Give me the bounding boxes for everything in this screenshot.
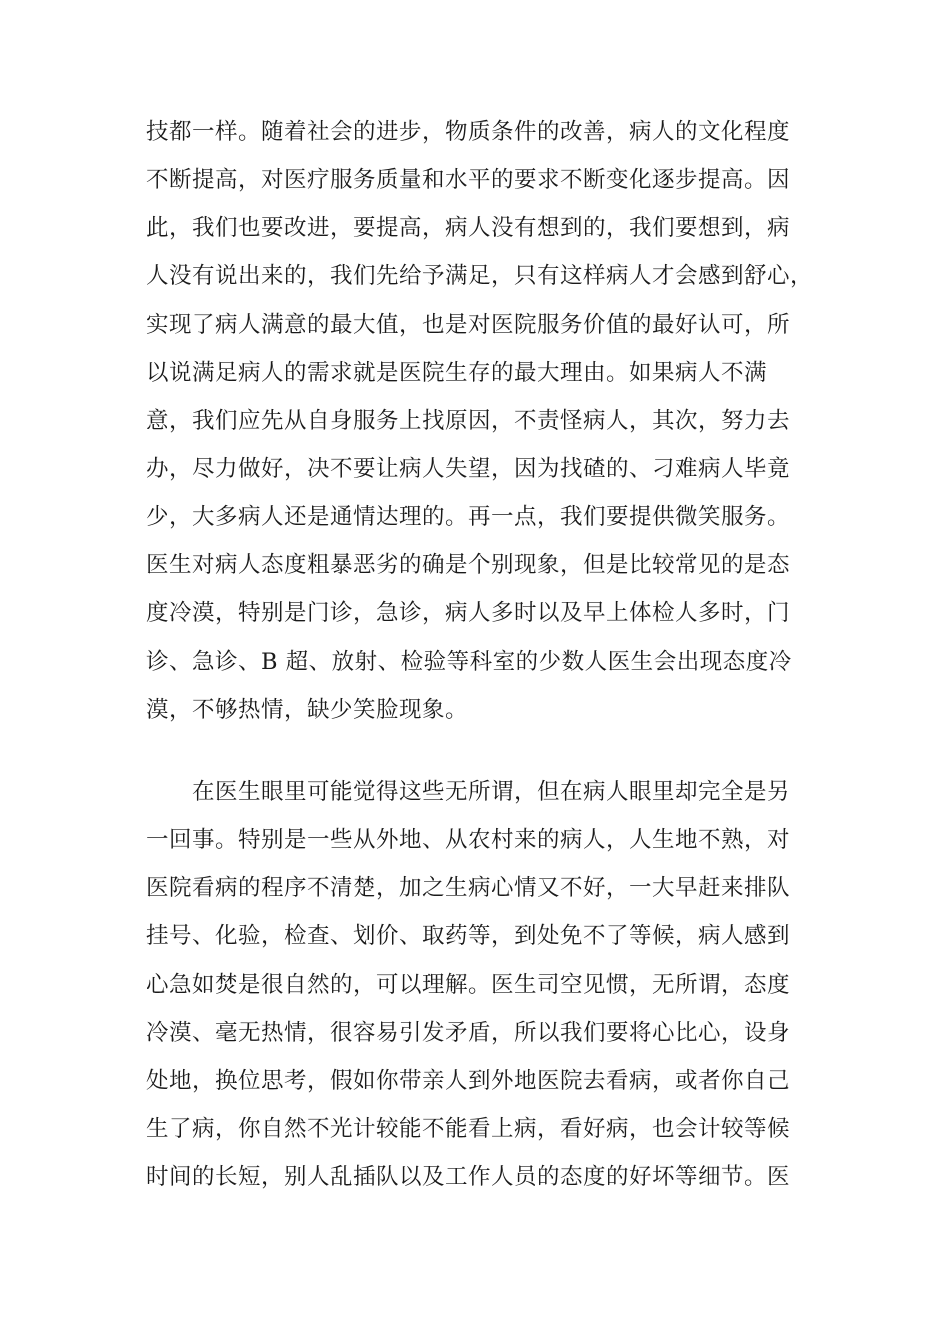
text-line: 人没有说出来的，我们先给予满足，只有这样病人才会感到舒心， (146, 263, 814, 289)
text-line: 实现了病人满意的最大值，也是对医院服务价值的最好认可，所 (146, 312, 791, 338)
text-line: 冷漠、毫无热情，很容易引发矛盾，所以我们要将心比心，设身 (146, 1020, 791, 1046)
text-line: 少，大多病人还是通情达理的。再一点，我们要提供微笑服务。 (146, 504, 791, 530)
text-line: 医院看病的程序不清楚，加之生病心情又不好，一大早赶来排队 (146, 875, 791, 901)
text-line: 度冷漠，特别是门诊，急诊，病人多时以及早上体检人多时，门 (146, 600, 791, 626)
text-line: 挂号、化验，检查、划价、取药等，到处免不了等候，病人感到 (146, 923, 791, 949)
text-line: 处地，换位思考，假如你带亲人到外地医院去看病，或者你自己 (146, 1068, 791, 1094)
text-line: 办，尽力做好，决不要让病人失望，因为找碴的、刁难病人毕竟 (146, 456, 791, 482)
text-line: 以说满足病人的需求就是医院生存的最大理由。如果病人不满 (146, 360, 768, 386)
text-line: 不断提高，对医疗服务质量和水平的要求不断变化逐步提高。因 (146, 167, 791, 193)
text-line: 一回事。特别是一些从外地、从农村来的病人，人生地不熟，对 (146, 827, 791, 853)
text-line: 医生对病人态度粗暴恶劣的确是个别现象，但是比较常见的是态 (146, 552, 791, 578)
text-line: 在医生眼里可能觉得这些无所谓，但在病人眼里却完全是另 (192, 779, 791, 805)
text-line: 诊、急诊、B 超、放射、检验等科室的少数人医生会出现态度冷 (146, 649, 792, 675)
text-line: 技都一样。随着社会的进步，物质条件的改善，病人的文化程度 (146, 119, 791, 145)
text-line: 漠，不够热情，缺少笑脸现象。 (146, 697, 469, 723)
text-line: 此，我们也要改进，要提高，病人没有想到的，我们要想到，病 (146, 215, 791, 241)
text-line: 生了病，你自然不光计较能不能看上病，看好病，也会计较等候 (146, 1116, 791, 1142)
text-line: 时间的长短，别人乱插队以及工作人员的态度的好坏等细节。医 (146, 1164, 791, 1190)
text-line: 心急如焚是很自然的，可以理解。医生司空见惯，无所谓，态度 (146, 972, 791, 998)
text-line: 意，我们应先从自身服务上找原因，不责怪病人，其次，努力去 (146, 408, 791, 434)
